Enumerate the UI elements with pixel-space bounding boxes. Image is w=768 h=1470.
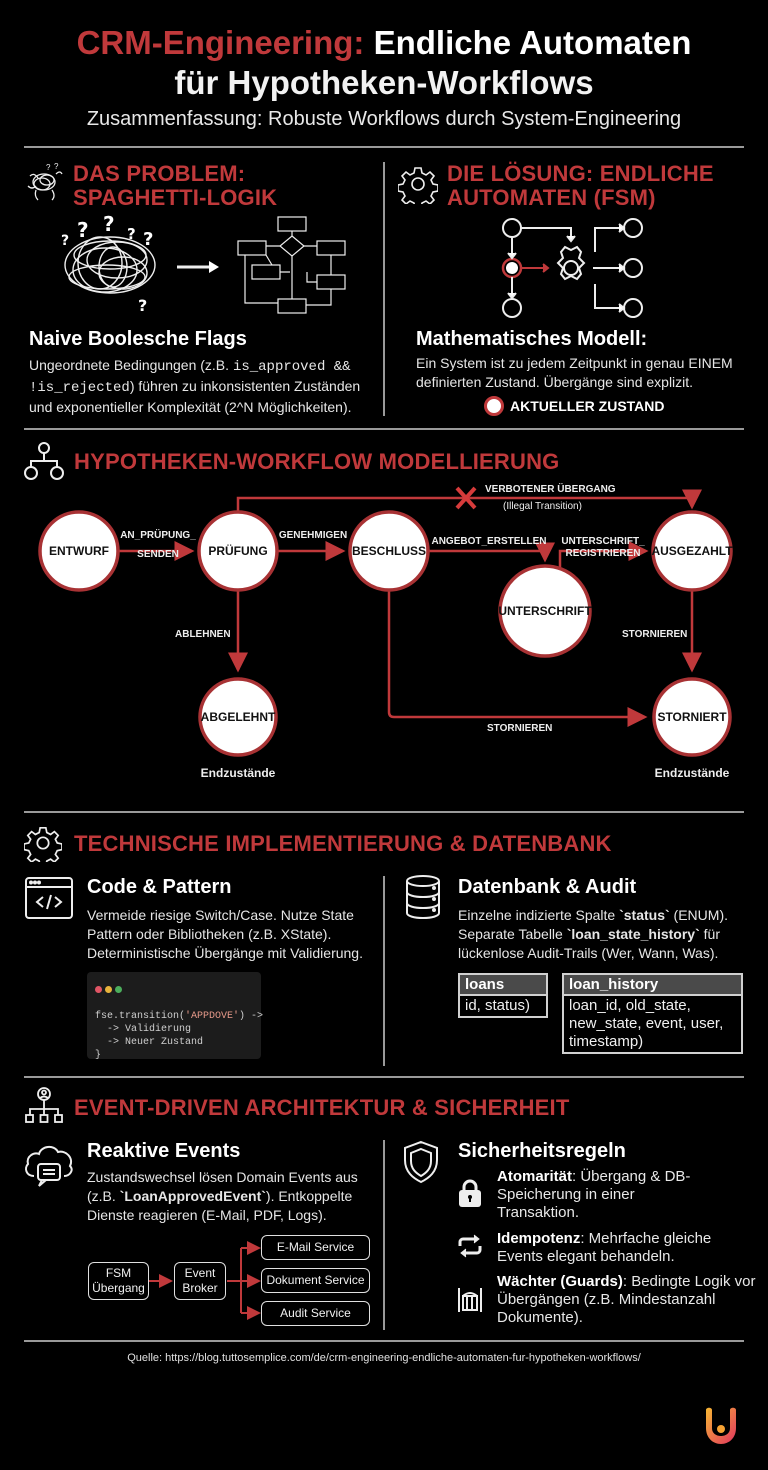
state-pruefung[interactable]: PRÜFUNG (208, 544, 268, 558)
fsm-illustration (495, 212, 655, 322)
transition-ablehnen: ABLEHNEN (175, 629, 231, 640)
divider (24, 428, 744, 430)
rule-text: : Übergang & DB-Speicherung in einer Transaktion. (497, 1168, 691, 1221)
maximize-dot-icon (115, 986, 122, 993)
security-rules-title: Sicherheitsregeln (458, 1140, 626, 1162)
code-line-2: -> Validierung (95, 1024, 192, 1035)
code-line-1 (95, 1010, 264, 1023)
reactive-events-description (87, 1168, 377, 1225)
spaghetti-to-flowchart-illustration (55, 215, 370, 325)
state-unterschrift[interactable]: UNTERSCHRIFT (498, 604, 592, 618)
solution-heading-line-2: AUTOMATEN (FSM) (447, 185, 656, 210)
state-abgelehnt[interactable]: ABGELEHNT (200, 710, 276, 724)
tangle-icon (65, 237, 155, 293)
db-history-table: `loan_state_history` (566, 926, 700, 942)
problem-description (29, 356, 374, 417)
tangled-spaghetti-icon (22, 160, 68, 206)
transition-label-line-1: UNTERSCHRIFT_ (561, 536, 645, 547)
svg-text:?: ? (46, 163, 51, 172)
state-beschluss[interactable]: BESCHLUSS (351, 544, 426, 558)
code-line-4: } (95, 1050, 102, 1061)
events-text-2: ). Entkoppelte Dienste reagieren (E-Mail, PDF, Logs). (87, 1188, 353, 1223)
db-status-column: `status` (619, 907, 670, 923)
code-window-icon (24, 876, 74, 920)
svg-text:?: ? (77, 218, 89, 242)
divider (24, 146, 744, 148)
problem-heading-line-2: SPAGHETTI-LOGIK (73, 185, 278, 210)
code-is-approved: is_approved && (232, 359, 351, 375)
svg-text:?: ? (127, 225, 136, 243)
reactive-events-title: Reaktive Events (87, 1140, 241, 1162)
svg-text:?: ? (61, 233, 70, 249)
transition-label-line-2: SENDEN (137, 549, 179, 560)
solution-heading-line-1: DIE LÖSUNG: ENDLICHE (447, 161, 714, 186)
events-text-1: Zustandswechsel lösen Domain Events aus (z.B. (87, 1169, 358, 1204)
solution-heading (447, 162, 714, 210)
code-pattern-description: Vermeide riesige Switch/Case. Nutze State Pattern oder Bibliotheken (z.B. XState). Deterministische Übergänge mit Validierung. (87, 907, 363, 961)
db-audit-description (458, 906, 753, 963)
loan-history-table-header: loan_history (563, 974, 742, 995)
rule-atomicity (497, 1168, 697, 1222)
gear-icon (398, 164, 438, 204)
column-divider (383, 1140, 385, 1330)
loan-history-table (562, 973, 743, 1054)
state-ausgezahlt[interactable]: AUSGEZAHLT (651, 544, 733, 558)
rule-title: Atomarität (497, 1168, 573, 1185)
forbidden-transition-subtitle: (Illegal Transition) (503, 501, 582, 512)
db-text-3: für lückenlose Audit-Trails (Wer, Wann, Was). (458, 926, 720, 961)
page-subtitle: Zusammenfassung: Robuste Workflows durch System-Engineering (86, 108, 682, 130)
svg-text:?: ? (54, 162, 59, 171)
forbidden-transition-title: VERBOTENER ÜBERGANG (485, 484, 616, 495)
loan-history-table-columns: loan_id, old_state, new_state, event, user, timestamp) (569, 997, 724, 1050)
events-loan-approved: `LoanApprovedEvent` (119, 1188, 266, 1204)
solution-description: Ein System ist zu jedem Zeitpunkt in genau EINEM definierten Zustand. Übergänge sind explizit. (416, 355, 733, 390)
title-accent: CRM-Engineering: (76, 24, 365, 61)
hierarchy-icon (24, 442, 64, 480)
database-icon (403, 874, 443, 920)
column-divider (383, 162, 385, 416)
divider (24, 811, 744, 813)
flowchart-icon (238, 217, 345, 313)
rule-idempotency (497, 1230, 747, 1266)
divider (24, 1076, 744, 1078)
column-divider (383, 876, 385, 1066)
broker-node-line-2: Broker (182, 1281, 218, 1295)
loans-table-header: loans (459, 974, 547, 995)
cloud-message-icon (22, 1140, 76, 1192)
shield-icon (402, 1140, 440, 1184)
transition-genehmigen: GENEHMIGEN (278, 530, 348, 541)
email-service-node: E-Mail Service (261, 1235, 370, 1260)
rule-text: : Mehrfache gleiche Events elegant behandeln. (497, 1230, 712, 1265)
code-is-rejected: !is_rejected (29, 380, 130, 396)
rule-title: Idempotenz (497, 1230, 581, 1247)
code-snippet (87, 972, 264, 1061)
problem-subheading: Naive Boolesche Flags (29, 328, 247, 350)
rule-text: : Bedingte Logik vor Übergängen (z.B. Mindestanzahl Dokumente). (497, 1273, 756, 1326)
broker-node-line-1: Event (184, 1266, 216, 1280)
transition-unterschrift-registrieren (560, 536, 646, 560)
minimize-dot-icon (105, 986, 112, 993)
title-main: Endliche Automaten (373, 24, 692, 61)
implementation-heading: TECHNISCHE IMPLEMENTIERUNG & DATENBANK (74, 831, 612, 856)
end-state-label-right: Endzustände (654, 766, 730, 780)
gear-icon (24, 824, 62, 862)
org-network-icon (24, 1086, 64, 1126)
divider (24, 1340, 744, 1342)
svg-text:?: ? (103, 215, 115, 236)
problem-text-post: ) führen zu inkonsistenten Zuständen und exponentieller Komplexität (2^N Möglichkeiten). (29, 378, 361, 415)
fsm-transition-node (88, 1262, 149, 1300)
current-state-legend (484, 396, 665, 416)
close-dot-icon (95, 986, 102, 993)
document-service-node: Dokument Service (261, 1268, 370, 1293)
fsm-node-line-1: FSM (105, 1266, 132, 1280)
events-heading: EVENT-DRIVEN ARCHITEKTUR & SICHERHEIT (74, 1095, 570, 1120)
state-storniert[interactable]: STORNIERT (657, 710, 727, 724)
transition-an-pruefung-senden (118, 530, 198, 560)
brand-logo (703, 1406, 739, 1446)
loans-table (458, 973, 548, 1018)
svg-text:?: ? (138, 296, 148, 315)
rule-guards (497, 1273, 762, 1327)
workflow-heading: HYPOTHEKEN-WORKFLOW MODELLIERUNG (74, 449, 560, 474)
state-entwurf[interactable]: ENTWURF (49, 544, 109, 558)
code-arrow: ) -> (239, 1011, 264, 1022)
svg-text:?: ? (143, 229, 154, 250)
loans-table-columns: id, status) (465, 997, 531, 1014)
gate-icon (456, 1286, 484, 1314)
db-audit-title: Datenbank & Audit (458, 876, 637, 898)
source-link[interactable]: Quelle: https://blog.tuttosemplice.com/de/crm-engineering-endliche-automaten-fur-hypotheken-workflows/ (127, 1352, 641, 1364)
problem-text-pre: Ungeordnete Bedingungen (z.B. (29, 357, 233, 373)
current-state-icon (484, 396, 504, 416)
window-dots (95, 980, 253, 998)
solution-subheading: Mathematisches Modell: (416, 328, 648, 350)
transition-angebot-erstellen: ANGEBOT_ERSTELLEN (431, 536, 547, 547)
lock-icon (456, 1178, 484, 1208)
problem-heading-line-1: DAS PROBLEM: (73, 161, 246, 186)
rule-title: Wächter (Guards) (497, 1273, 623, 1290)
page-title-line-1 (0, 22, 768, 64)
event-broker-node (174, 1262, 226, 1300)
transition-stornieren-right: STORNIEREN (622, 629, 688, 640)
transition-label-line-1: AN_PRÜPUNG_ (120, 530, 196, 541)
end-state-label-left: Endzustände (200, 766, 276, 780)
transition-label-line-2: REGISTRIEREN (565, 548, 641, 559)
fsm-node-line-2: Übergang (92, 1281, 145, 1295)
code-string: 'APPDOVE' (185, 1011, 240, 1022)
audit-service-node: Audit Service (261, 1301, 370, 1326)
code-pattern-title: Code & Pattern (87, 876, 232, 898)
code-fn: fse.transition( (95, 1011, 186, 1022)
code-line-3: -> Neuer Zustand (95, 1037, 204, 1048)
transition-stornieren-bottom: STORNIEREN (487, 723, 553, 734)
db-text-1: Einzelne indizierte Spalte (458, 907, 620, 923)
db-text-2: (ENUM). Separate Tabelle (458, 907, 728, 942)
problem-heading (73, 162, 277, 210)
page-title-line-2: für Hypotheken-Workflows (174, 64, 594, 101)
current-state-label: AKTUELLER ZUSTAND (510, 398, 665, 414)
repeat-icon (456, 1232, 484, 1260)
forbidden-transition-label (485, 484, 645, 512)
